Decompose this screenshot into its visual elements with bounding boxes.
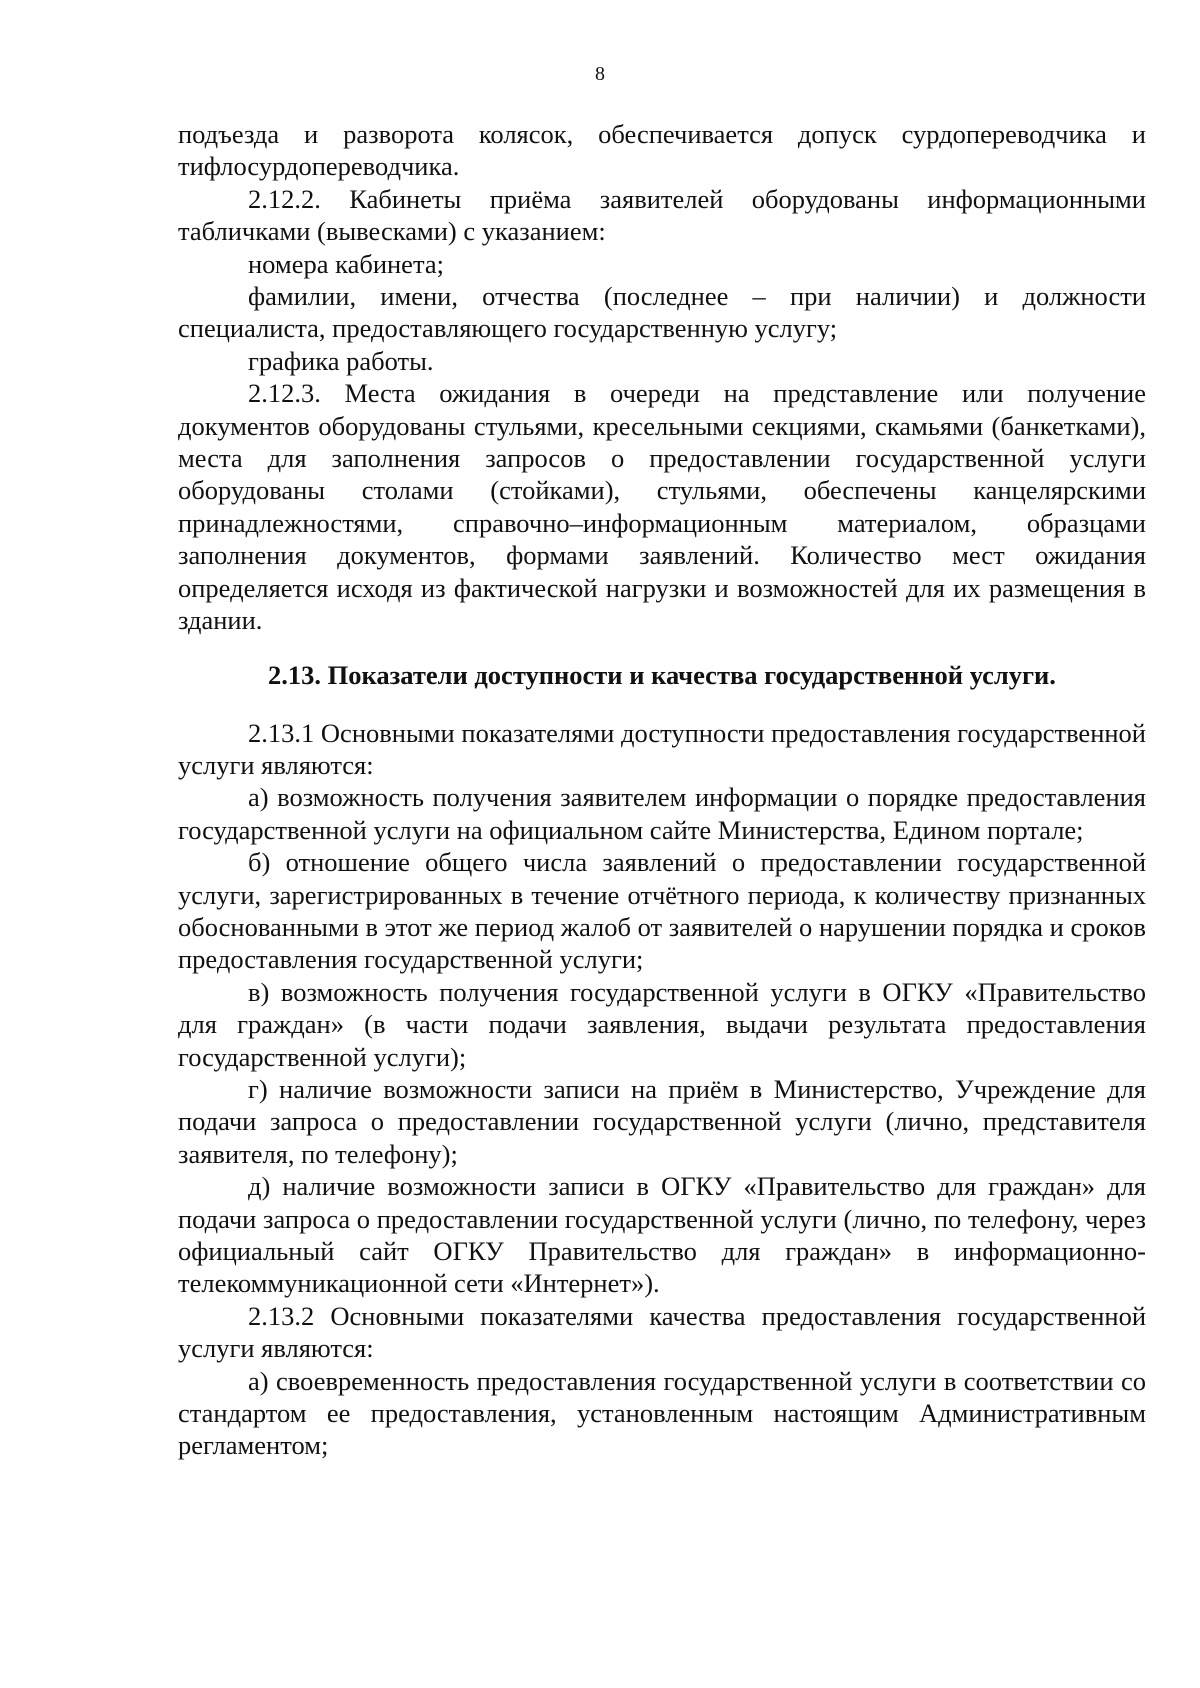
list-item-work-schedule: графика работы. <box>248 345 434 376</box>
list-item-a-information: а) возможность получения заявителем информации о порядке предоставления государственной услуги на официальном сайте Министерства, Едином портале; <box>178 782 1146 845</box>
list-item-g-ministry-appointment: г) наличие возможности записи на приём в Министерство, Учреждение для подачи запроса о предоставлении государственной услуги (лично, представителя заявителя, по телефону); <box>178 1073 1146 1169</box>
list-item-room-number: номера кабинета; <box>248 248 444 279</box>
document-body <box>178 118 1146 1462</box>
list-item-v-ogku-service: в) возможность получения государственной услуги в ОГКУ «Правительство для граждан» (в части подачи заявления, выдачи результата предоставления государственной услуги); <box>178 976 1146 1072</box>
list-item-specialist-name: фамилии, имени, отчества (последнее – при наличии) и должности специалиста, предоставляющего государственную услугу; <box>178 281 1146 344</box>
paragraph-2-12-2: 2.12.2. Кабинеты приёма заявителей оборудованы информационными табличками (вывесками) с указанием: <box>178 183 1146 247</box>
list-item-a-timeliness: а) своевременность предоставления государственной услуги в соответствии со стандартом ее предоставления, установленным настоящим Административным регламентом; <box>178 1365 1146 1461</box>
section-heading-2-13: 2.13. Показатели доступности и качества государственной услуги. <box>268 659 1056 690</box>
page-number: 8 <box>595 63 605 85</box>
paragraph-2-13-1: 2.13.1 Основными показателями доступности предоставления государственной услуги являются: <box>178 717 1146 780</box>
paragraph-continuation: подъезда и разворота колясок, обеспечивается допуск сурдопереводчика и тифлосурдопереводчика. <box>178 119 1146 182</box>
paragraph-2-12-3: 2.12.3. Места ожидания в очереди на представление или получение документов оборудованы стульями, кресельными секциями, скамьями (банкетками), места для заполнения запросов о предоставлении государственной услуги оборудованы столами (стойками), стульями, обеспечены канцелярскими принадлежностями, справочно–информационным материалом, образцами заполнения документов, формами заявлений. Количество мест ожидания определяется исходя из фактической нагрузки и возможностей для их размещения в здании. <box>178 378 1146 636</box>
list-item-b-complaints-ratio: б) отношение общего числа заявлений о предоставлении государственной услуги, зарегистрированных в течение отчётного периода, к количеству признанных обоснованными в этот же период жалоб от заявителей о нарушении порядка и сроков предоставления государственной услуги; <box>178 847 1146 975</box>
paragraph-2-13-2: 2.13.2 Основными показателями качества предоставления государственной услуги являются: <box>178 1300 1146 1364</box>
list-item-d-ogku-appointment: д) наличие возможности записи в ОГКУ «Правительство для граждан» для подачи запроса о предоставлении государственной услуги (лично, по телефону, через официальный сайт ОГКУ Правительство для граждан» в информационно-телекоммуникационной сети «Интернет»). <box>178 1171 1146 1299</box>
